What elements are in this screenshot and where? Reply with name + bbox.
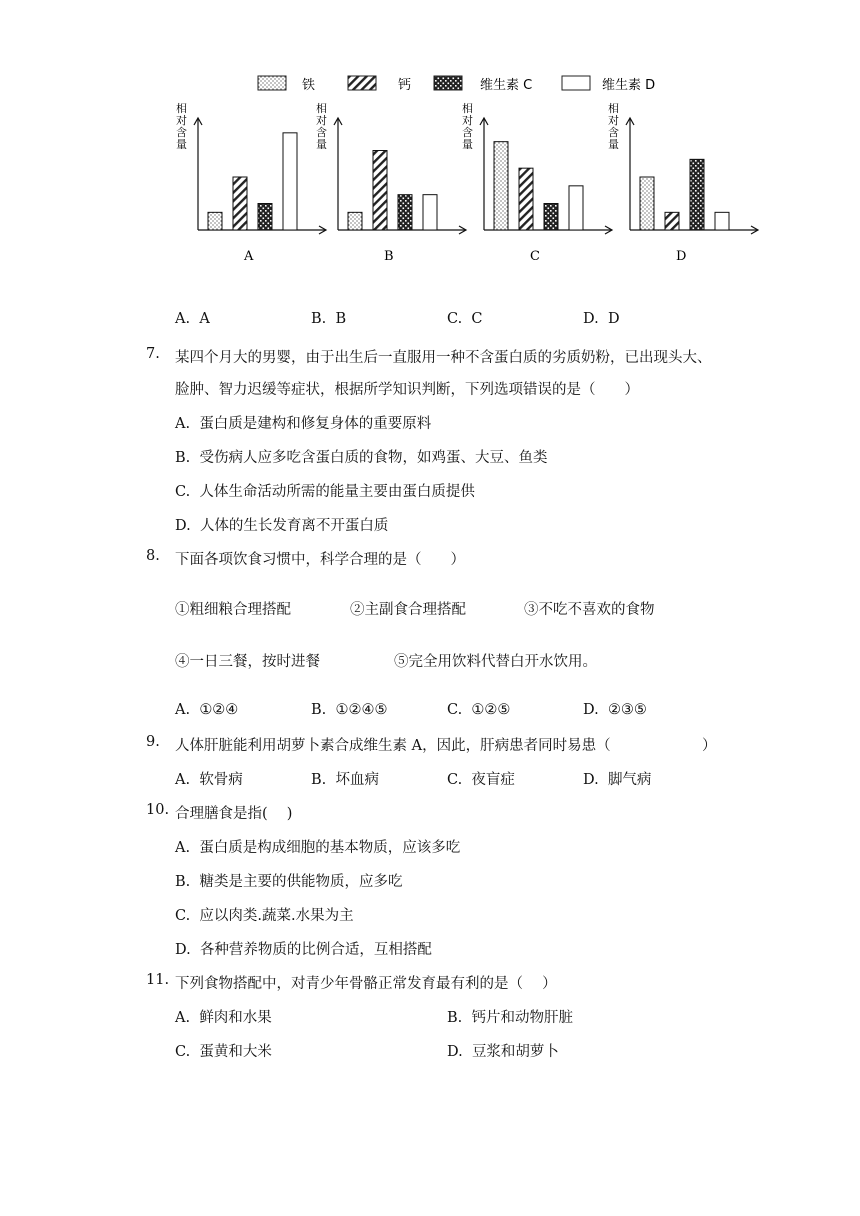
y-axis-title-char: 含: [462, 126, 473, 139]
bar-vitamin-d: [569, 186, 583, 230]
q10-number: 10.: [146, 802, 170, 818]
option-letter: D.: [583, 311, 599, 327]
bar-iron: [640, 177, 654, 230]
chart-panel-label: D: [676, 249, 687, 264]
option-letter: D.: [583, 702, 599, 718]
q8-item-2: ②主副食合理搭配: [350, 602, 466, 618]
legend-label-iron: 铁: [302, 78, 316, 93]
option-letter: C.: [447, 311, 463, 327]
option-letter: C.: [447, 702, 463, 718]
y-axis-title-char: 对: [176, 114, 187, 127]
bar-iron: [494, 142, 508, 230]
y-axis-title-char: 对: [316, 114, 327, 127]
q9-option-c[interactable]: [447, 768, 515, 789]
legend-swatch-vitamin-d: [562, 76, 590, 90]
q8-item-5: ⑤完全用饮料代替白开水饮用。: [394, 654, 597, 670]
q8-item-3: ③不吃不喜欢的食物: [524, 602, 655, 618]
q8-option-b[interactable]: [311, 702, 387, 718]
bar-vitamin-d: [283, 133, 297, 230]
legend-swatch-iron: [258, 76, 286, 90]
q8-option-a[interactable]: [175, 702, 238, 718]
q7-number: 7.: [146, 346, 160, 362]
option-text: 蛋黄和大米: [199, 1044, 272, 1060]
option-text: D: [607, 311, 620, 327]
y-axis-title-char: 相: [462, 102, 473, 115]
bar-vitamin-c: [690, 159, 704, 230]
option-text: 应以肉类.蔬菜.水果为主: [199, 908, 354, 924]
option-letter: D.: [175, 518, 191, 534]
legend-swatch-calcium: [348, 76, 376, 90]
q7-stem-line2: 脸肿、智力迟缓等症状，根据所学知识判断，下列选项错误的是（ ）: [175, 382, 639, 398]
option-letter: A.: [175, 772, 191, 788]
q11-option-b[interactable]: [447, 1006, 573, 1027]
option-letter: A.: [175, 1010, 191, 1026]
q7-option-a[interactable]: [175, 412, 431, 433]
option-letter: A.: [175, 702, 191, 718]
q11-option-a[interactable]: [175, 1006, 272, 1027]
option-text: 夜盲症: [471, 772, 515, 788]
bar-calcium: [665, 212, 679, 230]
option-letter: D.: [583, 772, 599, 788]
option-letter: C.: [447, 772, 463, 788]
y-axis-title-char: 量: [316, 138, 327, 151]
q6-option-b[interactable]: [311, 311, 346, 327]
y-axis-title-char: 对: [462, 114, 473, 127]
option-letter: A.: [175, 311, 191, 327]
q10-option-a[interactable]: [175, 836, 460, 857]
option-letter: D.: [447, 1044, 463, 1060]
option-text: 脚气病: [607, 772, 652, 788]
q8-number: 8.: [146, 548, 160, 564]
option-letter: D.: [175, 942, 191, 958]
option-letter: A.: [175, 840, 191, 856]
q10-option-b[interactable]: [175, 870, 402, 891]
option-text: 受伤病人应多吃含蛋白质的食物，如鸡蛋、大豆、鱼类: [199, 450, 548, 466]
q7-option-d[interactable]: [175, 514, 388, 535]
y-axis-title-char: 相: [608, 102, 619, 115]
option-letter: C.: [175, 484, 191, 500]
option-text: 人体生命活动所需的能量主要由蛋白质提供: [199, 484, 475, 500]
q8-item-1: ①粗细粮合理搭配: [175, 602, 291, 618]
option-text: ①②⑤: [471, 702, 511, 718]
q9-option-d[interactable]: [583, 768, 651, 789]
option-text: 糖类是主要的供能物质，应多吃: [199, 874, 403, 890]
y-axis-title-char: 量: [462, 138, 473, 151]
bar-calcium: [233, 177, 247, 230]
chart-legend: [258, 76, 655, 93]
q8-option-d[interactable]: [583, 702, 647, 718]
option-text: 人体的生长发育离不开蛋白质: [199, 518, 389, 534]
q10-stem: 合理膳食是指( ): [175, 806, 293, 822]
chart-panel-label: B: [384, 249, 394, 264]
legend-label-vitamin-d: 维生素 D: [602, 78, 656, 93]
bar-calcium: [519, 168, 533, 230]
bar-calcium: [373, 151, 387, 231]
bar-vitamin-c: [544, 204, 558, 231]
chart-panel-label: A: [244, 249, 254, 264]
chart-panel-b: [316, 101, 466, 264]
bar-vitamin-c: [258, 204, 272, 231]
q11-option-d[interactable]: [447, 1040, 559, 1061]
option-text: 各种营养物质的比例合适，互相搭配: [199, 942, 432, 958]
option-text: ①②④⑤: [335, 702, 388, 718]
q9-stem: 人体肝脏能利用胡萝卜素合成维生素 A，因此，肝病患者同时易患（: [175, 738, 611, 754]
q11-option-c[interactable]: [175, 1040, 272, 1061]
legend-swatch-vitamin-c: [434, 76, 462, 90]
q9-option-a[interactable]: [175, 768, 243, 789]
y-axis-title-char: 含: [316, 126, 327, 139]
q10-option-c[interactable]: [175, 904, 354, 925]
option-text: ②③⑤: [607, 702, 647, 718]
bar-iron: [348, 212, 362, 230]
y-axis-title-char: 量: [608, 138, 619, 151]
chart-panel-c: [462, 101, 612, 264]
chart-panel-a: [176, 101, 326, 264]
q7-option-c[interactable]: [175, 480, 475, 501]
option-text: 蛋白质是构成细胞的基本物质，应该多吃: [199, 840, 461, 856]
y-axis-title-char: 对: [608, 114, 619, 127]
chart-panel-d: [608, 101, 758, 264]
option-letter: C.: [175, 1044, 191, 1060]
q9-option-b[interactable]: [311, 768, 379, 789]
q11-stem: 下列食物搭配中，对青少年骨骼正常发育最有利的是（ ）: [175, 976, 557, 992]
chart-panel-label: C: [530, 249, 540, 264]
legend-label-vitamin-c: 维生素 C: [480, 78, 533, 93]
option-text: 软骨病: [199, 772, 243, 788]
bar-vitamin-d: [715, 212, 729, 230]
q7-stem-line1: 某四个月大的男婴，由于出生后一直服用一种不含蛋白质的劣质奶粉，已出现头大、: [175, 350, 712, 366]
nutrient-bar-charts: [0, 0, 860, 280]
q6-option-c[interactable]: [447, 311, 483, 327]
q10-option-d[interactable]: [175, 938, 432, 959]
q9-number: 9.: [146, 734, 160, 750]
y-axis-title-char: 量: [176, 138, 187, 151]
q6-option-d[interactable]: [583, 311, 620, 327]
y-axis-title-char: 含: [608, 126, 619, 139]
option-letter: B.: [311, 772, 327, 788]
option-text: C: [471, 311, 483, 327]
option-text: 坏血病: [335, 772, 379, 788]
q7-option-b[interactable]: [175, 446, 547, 467]
bar-iron: [208, 212, 222, 230]
option-letter: B.: [175, 874, 191, 890]
option-text: 鲜肉和水果: [199, 1010, 272, 1026]
q6-option-a[interactable]: [175, 311, 210, 327]
option-text: 蛋白质是建构和修复身体的重要原料: [199, 416, 432, 432]
option-text: 豆浆和胡萝卜: [471, 1044, 559, 1060]
option-text: B: [335, 311, 347, 327]
option-text: 钙片和动物肝脏: [471, 1010, 573, 1026]
option-letter: B.: [311, 702, 327, 718]
y-axis-title-char: 相: [176, 102, 187, 115]
q9-stem-close: ）: [702, 738, 717, 754]
option-letter: B.: [447, 1010, 463, 1026]
q8-stem: 下面各项饮食习惯中，科学合理的是（ ）: [175, 552, 465, 568]
option-letter: B.: [175, 450, 191, 466]
bar-vitamin-d: [423, 195, 437, 230]
bar-vitamin-c: [398, 195, 412, 230]
legend-label-calcium: 钙: [398, 78, 412, 93]
y-axis-title-char: 相: [316, 102, 327, 115]
y-axis-title-char: 含: [176, 126, 187, 139]
option-text: A: [199, 311, 210, 327]
q8-item-4: ④一日三餐，按时进餐: [175, 654, 320, 670]
option-letter: C.: [175, 908, 191, 924]
q8-option-c[interactable]: [447, 702, 510, 718]
option-text: ①②④: [199, 702, 239, 718]
option-letter: A.: [175, 416, 191, 432]
q11-number: 11.: [146, 972, 170, 988]
option-letter: B.: [311, 311, 327, 327]
